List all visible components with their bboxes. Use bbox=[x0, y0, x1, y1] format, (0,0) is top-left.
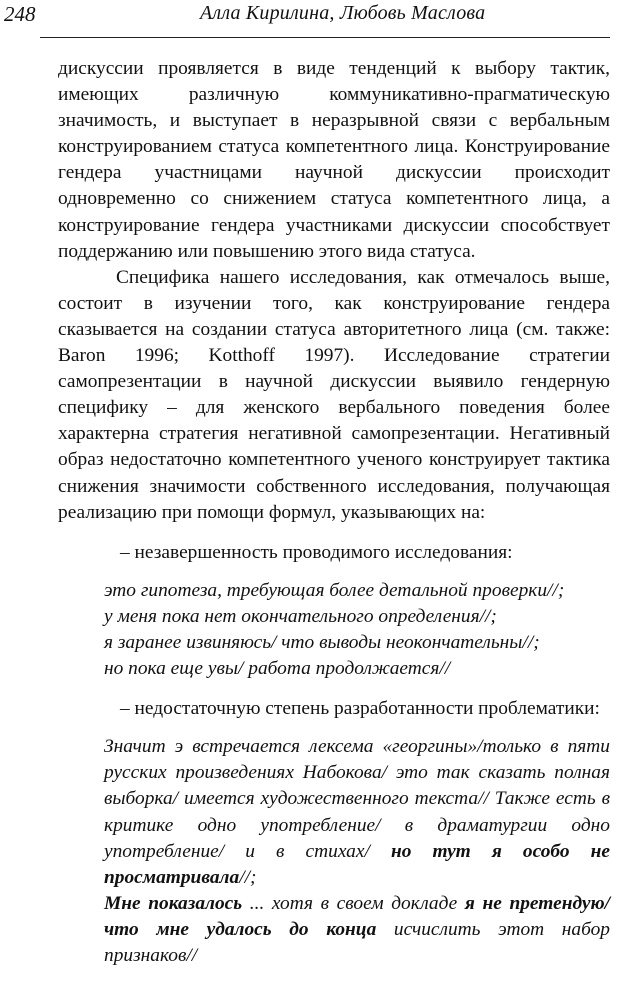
spacer bbox=[58, 722, 610, 734]
example-text: Значит э встречается лексема «георгины»/только в пяти русских произведениях Набокова/ это так сказать полная выборка/ имеется художественного текста// Также есть в критике одно употребление/ в драматургии одно употребление/ и в стихах/ bbox=[104, 736, 610, 862]
page-number: 248 bbox=[4, 2, 36, 26]
page-body bbox=[58, 56, 610, 969]
spacer bbox=[58, 526, 610, 540]
list-item-2: – недостаточную степень разработанности проблематики: bbox=[120, 698, 600, 720]
running-title: Алла Кирилина, Любовь Маслова bbox=[200, 2, 486, 24]
example-line: я заранее извиняюсь/ что выводы неокончательны//; bbox=[104, 631, 540, 653]
header-rule bbox=[40, 37, 610, 38]
example-emphasis: Мне показалось bbox=[104, 892, 243, 914]
page-header bbox=[0, 0, 620, 40]
example-emphasis: я не претендую/ что мне удалось до конца bbox=[104, 892, 610, 940]
example-emphasis: но тут я особо не просматривала bbox=[104, 840, 610, 888]
example-text: исчислить этот набор признаков// bbox=[104, 918, 610, 966]
list-item-1: – незавершенность проводимого исследования: bbox=[120, 541, 513, 563]
paragraph-1: дискуссии проявляется в виде тенденций к выбору тактик, имеющих различную коммуникативно-прагматическую значимость, и выступает в неразрывной связи с вербальным конструированием статуса компетентного лица. Конструирование гендера участницами научной дискуссии происходит одновременно со снижением статуса компетентного лица, а конструирование гендера участниками дискуссии способствует поддержанию или повышению этого вида статуса. bbox=[58, 58, 610, 262]
spacer bbox=[58, 566, 610, 578]
example-paragraph-2 bbox=[104, 891, 610, 969]
example-line: это гипотеза, требующая более детальной проверки//; bbox=[104, 579, 565, 601]
example-line: у меня пока нет окончательного определения//; bbox=[104, 605, 497, 627]
example-text: //; bbox=[239, 866, 257, 888]
example-text: ... хотя в своем докладе bbox=[242, 892, 465, 914]
example-paragraph-1 bbox=[104, 734, 610, 891]
spacer bbox=[58, 682, 610, 696]
paragraph-2: Специфика нашего исследования, как отмечалось выше, состоит в изучении того, как конструирование гендера сказывается на создании статуса авторитетного лица (см. также: Baron 1996; Kotthoff 1997). Исследование стратегии самопрезентации в научной дискуссии выявило гендерную специфику – для женского вербального поведения более характерна стратегия негативной самопрезентации. Негативный образ недостаточно компетентного ученого конструирует тактика снижения значимости собственного исследования, получающая реализацию при помощи формул, указывающих на: bbox=[58, 266, 610, 523]
example-line: но пока еще увы/ работа продолжается// bbox=[104, 658, 451, 680]
examples-block-1 bbox=[58, 578, 610, 682]
examples-block-2 bbox=[58, 734, 610, 969]
